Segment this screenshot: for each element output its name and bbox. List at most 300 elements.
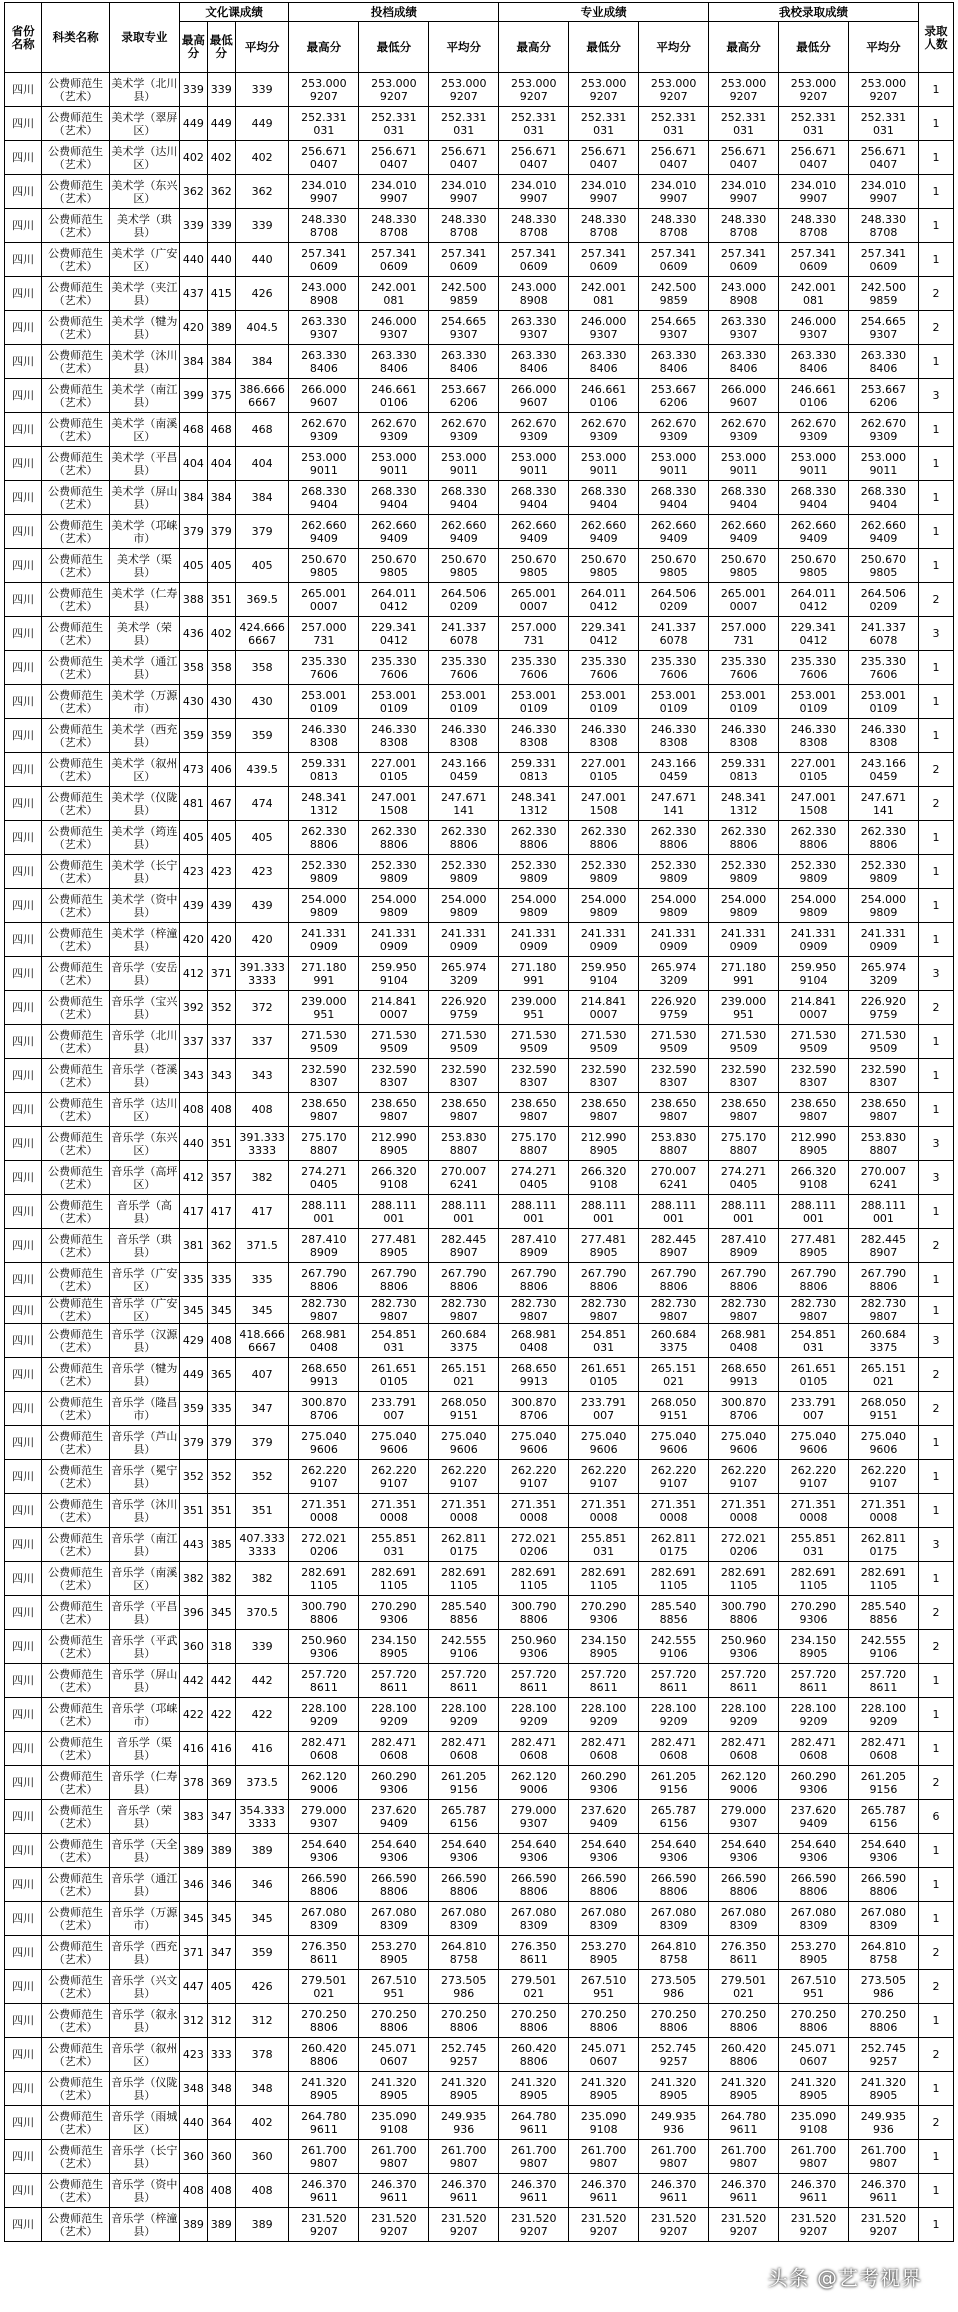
cell-major: 音乐学（梓潼县）	[109, 2208, 179, 2242]
cell-filing-min: 231.520 9207	[359, 2208, 429, 2242]
cell-professional-min: 255.851 031	[569, 1528, 639, 1562]
header-professional-avg: 平均分	[639, 22, 709, 73]
cell-major: 美术学（广安区）	[109, 243, 179, 277]
cell-province: 四川	[5, 1664, 42, 1698]
cell-admitted-count: 1	[918, 1902, 953, 1936]
cell-admission-avg: 228.100 9209	[848, 1698, 918, 1732]
cell-category: 公费师范生（艺术）	[42, 1460, 110, 1494]
cell-filing-min: 268.330 9404	[359, 481, 429, 515]
cell-admission-max: 300.790 8806	[709, 1596, 779, 1630]
cell-culture-avg: 386.666 6667	[235, 379, 289, 413]
cell-culture-max: 437	[179, 277, 207, 311]
cell-province: 四川	[5, 1936, 42, 1970]
cell-filing-avg: 242.555 9106	[429, 1630, 499, 1664]
cell-filing-avg: 264.810 8758	[429, 1936, 499, 1970]
cell-admission-avg: 252.331 031	[848, 107, 918, 141]
cell-culture-avg: 442	[235, 1664, 289, 1698]
cell-professional-min: 288.111 001	[569, 1195, 639, 1229]
table-row	[5, 1766, 954, 1800]
cell-province: 四川	[5, 311, 42, 345]
cell-category: 公费师范生（艺术）	[42, 1528, 110, 1562]
cell-culture-avg: 420	[235, 923, 289, 957]
cell-professional-max: 253.001 0109	[499, 685, 569, 719]
cell-professional-avg: 268.330 9404	[639, 481, 709, 515]
cell-culture-avg: 407	[235, 1358, 289, 1392]
cell-culture-avg: 345	[235, 1902, 289, 1936]
cell-admission-avg: 264.810 8758	[848, 1936, 918, 1970]
cell-filing-max: 271.530 9509	[289, 1025, 359, 1059]
cell-professional-avg: 282.730 9807	[639, 1297, 709, 1324]
cell-culture-min: 382	[207, 1562, 235, 1596]
header-professional-max: 最高分	[499, 22, 569, 73]
cell-admission-max: 248.330 8708	[709, 209, 779, 243]
cell-admitted-count: 2	[918, 1358, 953, 1392]
cell-filing-avg: 248.330 8708	[429, 209, 499, 243]
table-row	[5, 2174, 954, 2208]
cell-culture-max: 359	[179, 1392, 207, 1426]
cell-professional-avg: 235.330 7606	[639, 651, 709, 685]
cell-admission-max: 275.170 8807	[709, 1127, 779, 1161]
cell-professional-max: 253.000 9207	[499, 73, 569, 107]
cell-admitted-count: 2	[918, 2106, 953, 2140]
cell-culture-max: 388	[179, 583, 207, 617]
cell-category: 公费师范生（艺术）	[42, 1698, 110, 1732]
cell-category: 公费师范生（艺术）	[42, 1324, 110, 1358]
cell-culture-avg: 369.5	[235, 583, 289, 617]
cell-filing-min: 267.510 951	[359, 1970, 429, 2004]
cell-admitted-count: 1	[918, 2174, 953, 2208]
cell-professional-max: 275.170 8807	[499, 1127, 569, 1161]
cell-professional-max: 228.100 9209	[499, 1698, 569, 1732]
cell-admission-min: 242.001 081	[779, 277, 849, 311]
cell-major: 音乐学（平武县）	[109, 1630, 179, 1664]
cell-major: 音乐学（安岳县）	[109, 957, 179, 991]
cell-professional-min: 275.040 9606	[569, 1426, 639, 1460]
cell-professional-min: 246.000 9307	[569, 311, 639, 345]
cell-admitted-count: 1	[918, 1093, 953, 1127]
cell-province: 四川	[5, 1161, 42, 1195]
cell-major: 音乐学（通江县）	[109, 1868, 179, 1902]
cell-filing-avg: 260.684 3375	[429, 1324, 499, 1358]
table-row	[5, 1596, 954, 1630]
cell-admission-avg: 242.500 9859	[848, 277, 918, 311]
cell-filing-avg: 282.691 1105	[429, 1562, 499, 1596]
cell-filing-min: 246.661 0106	[359, 379, 429, 413]
cell-admission-max: 275.040 9606	[709, 1426, 779, 1460]
cell-admission-min: 268.330 9404	[779, 481, 849, 515]
cell-category: 公费师范生（艺术）	[42, 617, 110, 651]
cell-professional-min: 253.270 8905	[569, 1936, 639, 1970]
cell-admitted-count: 2	[918, 2038, 953, 2072]
cell-filing-max: 266.590 8806	[289, 1868, 359, 1902]
table-row	[5, 73, 954, 107]
cell-culture-max: 378	[179, 1766, 207, 1800]
cell-province: 四川	[5, 1195, 42, 1229]
cell-culture-max: 371	[179, 1936, 207, 1970]
cell-category: 公费师范生（艺术）	[42, 175, 110, 209]
cell-filing-min: 271.530 9509	[359, 1025, 429, 1059]
cell-admission-min: 253.270 8905	[779, 1936, 849, 1970]
cell-culture-max: 360	[179, 1630, 207, 1664]
cell-filing-min: 214.841 0007	[359, 991, 429, 1025]
table-row	[5, 991, 954, 1025]
cell-filing-max: 262.660 9409	[289, 515, 359, 549]
cell-admission-max: 232.590 8307	[709, 1059, 779, 1093]
cell-admission-min: 257.720 8611	[779, 1664, 849, 1698]
cell-admitted-count: 1	[918, 821, 953, 855]
cell-culture-avg: 339	[235, 209, 289, 243]
cell-culture-min: 347	[207, 1800, 235, 1834]
cell-culture-min: 352	[207, 991, 235, 1025]
cell-major: 音乐学（宝兴县）	[109, 991, 179, 1025]
cell-province: 四川	[5, 2174, 42, 2208]
cell-professional-avg: 241.337 6078	[639, 617, 709, 651]
header-culture-avg: 平均分	[235, 22, 289, 73]
cell-culture-avg: 391.333 3333	[235, 1127, 289, 1161]
cell-admitted-count: 1	[918, 685, 953, 719]
cell-admission-min: 255.851 031	[779, 1528, 849, 1562]
cell-major: 美术学（东兴区）	[109, 175, 179, 209]
cell-admission-min: 232.590 8307	[779, 1059, 849, 1093]
cell-professional-max: 262.330 8806	[499, 821, 569, 855]
table-row	[5, 2140, 954, 2174]
cell-culture-min: 384	[207, 345, 235, 379]
cell-filing-min: 254.851 031	[359, 1324, 429, 1358]
cell-professional-avg: 243.166 0459	[639, 753, 709, 787]
cell-admission-min: 246.000 9307	[779, 311, 849, 345]
cell-admission-max: 256.671 0407	[709, 141, 779, 175]
cell-category: 公费师范生（艺术）	[42, 1766, 110, 1800]
cell-admission-avg: 264.506 0209	[848, 583, 918, 617]
cell-professional-max: 282.691 1105	[499, 1562, 569, 1596]
cell-filing-max: 252.330 9809	[289, 855, 359, 889]
cell-filing-max: 282.471 0608	[289, 1732, 359, 1766]
cell-professional-avg: 266.590 8806	[639, 1868, 709, 1902]
header-professional-scores: 专业成绩	[499, 3, 709, 22]
cell-admission-max: 300.870 8706	[709, 1392, 779, 1426]
cell-major: 音乐学（万源市）	[109, 1902, 179, 1936]
table-row	[5, 787, 954, 821]
table-row	[5, 1902, 954, 1936]
table-row	[5, 1834, 954, 1868]
cell-major: 音乐学（汉源县）	[109, 1324, 179, 1358]
cell-culture-min: 351	[207, 1127, 235, 1161]
cell-culture-avg: 404.5	[235, 311, 289, 345]
cell-admitted-count: 2	[918, 1229, 953, 1263]
cell-professional-max: 246.330 8308	[499, 719, 569, 753]
cell-culture-max: 399	[179, 379, 207, 413]
cell-major: 音乐学（广安区）	[109, 1263, 179, 1297]
cell-culture-max: 345	[179, 1297, 207, 1324]
cell-filing-avg: 256.671 0407	[429, 141, 499, 175]
cell-culture-min: 405	[207, 549, 235, 583]
cell-admission-max: 271.530 9509	[709, 1025, 779, 1059]
cell-filing-min: 262.670 9309	[359, 413, 429, 447]
cell-admission-max: 252.331 031	[709, 107, 779, 141]
header-culture-scores: 文化课成绩	[179, 3, 289, 22]
cell-admission-avg: 282.471 0608	[848, 1732, 918, 1766]
cell-admission-min: 262.670 9309	[779, 413, 849, 447]
cell-culture-max: 337	[179, 1025, 207, 1059]
cell-admission-avg: 247.671 141	[848, 787, 918, 821]
cell-professional-max: 260.420 8806	[499, 2038, 569, 2072]
cell-filing-avg: 249.935 936	[429, 2106, 499, 2140]
cell-major: 音乐学（苍溪县）	[109, 1059, 179, 1093]
cell-admission-min: 253.000 9011	[779, 447, 849, 481]
cell-admission-max: 257.000 731	[709, 617, 779, 651]
cell-professional-min: 260.290 9306	[569, 1766, 639, 1800]
cell-culture-avg: 362	[235, 175, 289, 209]
cell-admission-min: 233.791 007	[779, 1392, 849, 1426]
cell-major: 美术学（犍为县）	[109, 311, 179, 345]
cell-admission-max: 246.370 9611	[709, 2174, 779, 2208]
cell-category: 公费师范生（艺术）	[42, 141, 110, 175]
header-professional-min: 最低分	[569, 22, 639, 73]
cell-admission-avg: 254.000 9809	[848, 889, 918, 923]
cell-culture-min: 440	[207, 243, 235, 277]
cell-admission-min: 241.331 0909	[779, 923, 849, 957]
cell-culture-max: 420	[179, 311, 207, 345]
cell-filing-max: 282.691 1105	[289, 1562, 359, 1596]
cell-admission-max: 263.330 8406	[709, 345, 779, 379]
cell-professional-min: 267.510 951	[569, 1970, 639, 2004]
cell-admission-max: 241.320 8905	[709, 2072, 779, 2106]
cell-admission-min: 245.071 0607	[779, 2038, 849, 2072]
cell-province: 四川	[5, 685, 42, 719]
cell-culture-min: 408	[207, 1093, 235, 1127]
watermark: 头条 @艺考视界	[767, 2266, 922, 2290]
cell-professional-min: 212.990 8905	[569, 1127, 639, 1161]
cell-admitted-count: 1	[918, 1664, 953, 1698]
cell-filing-avg: 254.665 9307	[429, 311, 499, 345]
cell-admission-avg: 267.080 8309	[848, 1902, 918, 1936]
cell-professional-avg: 242.555 9106	[639, 1630, 709, 1664]
cell-category: 公费师范生（艺术）	[42, 2208, 110, 2242]
table-row	[5, 1161, 954, 1195]
cell-filing-avg: 268.330 9404	[429, 481, 499, 515]
header-major: 录取专业	[109, 3, 179, 73]
cell-admission-max: 252.330 9809	[709, 855, 779, 889]
cell-filing-min: 282.471 0608	[359, 1732, 429, 1766]
cell-category: 公费师范生（艺术）	[42, 2072, 110, 2106]
cell-professional-min: 241.331 0909	[569, 923, 639, 957]
cell-admission-max: 246.330 8308	[709, 719, 779, 753]
table-row	[5, 1324, 954, 1358]
cell-filing-avg: 268.050 9151	[429, 1392, 499, 1426]
cell-culture-avg: 440	[235, 243, 289, 277]
cell-culture-min: 406	[207, 753, 235, 787]
cell-culture-avg: 373.5	[235, 1766, 289, 1800]
cell-culture-avg: 405	[235, 821, 289, 855]
cell-professional-avg: 262.330 8806	[639, 821, 709, 855]
cell-province: 四川	[5, 1732, 42, 1766]
cell-filing-min: 266.590 8806	[359, 1868, 429, 1902]
cell-professional-max: 250.670 9805	[499, 549, 569, 583]
cell-professional-max: 268.650 9913	[499, 1358, 569, 1392]
cell-professional-max: 266.590 8806	[499, 1868, 569, 1902]
cell-culture-max: 412	[179, 1161, 207, 1195]
cell-admission-min: 246.370 9611	[779, 2174, 849, 2208]
cell-admission-max: 267.790 8806	[709, 1263, 779, 1297]
cell-filing-avg: 275.040 9606	[429, 1426, 499, 1460]
cell-admitted-count: 1	[918, 1025, 953, 1059]
cell-major: 美术学（梓潼县）	[109, 923, 179, 957]
cell-filing-avg: 264.506 0209	[429, 583, 499, 617]
table-row	[5, 1297, 954, 1324]
cell-admission-avg: 261.205 9156	[848, 1766, 918, 1800]
cell-admitted-count: 1	[918, 651, 953, 685]
cell-culture-max: 440	[179, 243, 207, 277]
table-row	[5, 1263, 954, 1297]
cell-admitted-count: 1	[918, 549, 953, 583]
cell-professional-max: 288.111 001	[499, 1195, 569, 1229]
cell-province: 四川	[5, 1263, 42, 1297]
cell-filing-min: 250.670 9805	[359, 549, 429, 583]
cell-filing-min: 235.090 9108	[359, 2106, 429, 2140]
cell-admission-avg: 253.001 0109	[848, 685, 918, 719]
cell-admission-min: 261.700 9807	[779, 2140, 849, 2174]
cell-culture-max: 348	[179, 2072, 207, 2106]
cell-admission-max: 279.501 021	[709, 1970, 779, 2004]
cell-admission-min: 231.520 9207	[779, 2208, 849, 2242]
cell-major: 美术学（南溪区）	[109, 413, 179, 447]
cell-filing-avg: 241.337 6078	[429, 617, 499, 651]
cell-professional-min: 263.330 8406	[569, 345, 639, 379]
cell-filing-min: 229.341 0412	[359, 617, 429, 651]
cell-admission-max: 279.000 9307	[709, 1800, 779, 1834]
cell-filing-avg: 254.640 9306	[429, 1834, 499, 1868]
cell-category: 公费师范生（艺术）	[42, 889, 110, 923]
cell-admitted-count: 3	[918, 1127, 953, 1161]
cell-filing-min: 253.000 9011	[359, 447, 429, 481]
cell-culture-max: 379	[179, 515, 207, 549]
cell-admission-avg: 282.730 9807	[848, 1297, 918, 1324]
cell-filing-max: 271.180 991	[289, 957, 359, 991]
cell-filing-avg: 241.331 0909	[429, 923, 499, 957]
cell-filing-max: 268.981 0408	[289, 1324, 359, 1358]
cell-professional-avg: 248.330 8708	[639, 209, 709, 243]
cell-major: 美术学（仪陇县）	[109, 787, 179, 821]
cell-culture-max: 404	[179, 447, 207, 481]
cell-culture-avg: 417	[235, 1195, 289, 1229]
cell-major: 音乐学（邛崃市）	[109, 1698, 179, 1732]
cell-admission-min: 228.100 9209	[779, 1698, 849, 1732]
cell-admitted-count: 2	[918, 1392, 953, 1426]
header-admission-scores: 我校录取成绩	[709, 3, 919, 22]
cell-province: 四川	[5, 1494, 42, 1528]
cell-filing-max: 256.671 0407	[289, 141, 359, 175]
cell-filing-avg: 262.330 8806	[429, 821, 499, 855]
cell-admitted-count: 1	[918, 1195, 953, 1229]
cell-filing-min: 260.290 9306	[359, 1766, 429, 1800]
cell-culture-min: 318	[207, 1630, 235, 1664]
cell-culture-min: 335	[207, 1392, 235, 1426]
cell-category: 公费师范生（艺术）	[42, 1596, 110, 1630]
cell-admission-avg: 241.331 0909	[848, 923, 918, 957]
cell-admission-min: 267.790 8806	[779, 1263, 849, 1297]
table-row	[5, 1698, 954, 1732]
cell-professional-min: 227.001 0105	[569, 753, 639, 787]
cell-professional-min: 257.341 0609	[569, 243, 639, 277]
cell-professional-avg: 271.530 9509	[639, 1025, 709, 1059]
cell-province: 四川	[5, 413, 42, 447]
cell-admission-avg: 235.330 7606	[848, 651, 918, 685]
cell-province: 四川	[5, 447, 42, 481]
cell-professional-min: 262.330 8806	[569, 821, 639, 855]
cell-culture-avg: 337	[235, 1025, 289, 1059]
cell-province: 四川	[5, 1426, 42, 1460]
cell-admitted-count: 2	[918, 991, 953, 1025]
cell-professional-max: 300.870 8706	[499, 1392, 569, 1426]
cell-filing-max: 272.021 0206	[289, 1528, 359, 1562]
cell-professional-avg: 261.205 9156	[639, 1766, 709, 1800]
cell-culture-max: 396	[179, 1596, 207, 1630]
cell-admission-min: 257.341 0609	[779, 243, 849, 277]
table-row	[5, 413, 954, 447]
cell-culture-avg: 426	[235, 1970, 289, 2004]
cell-province: 四川	[5, 2140, 42, 2174]
cell-culture-avg: 402	[235, 2106, 289, 2140]
cell-culture-min: 333	[207, 2038, 235, 2072]
cell-culture-max: 402	[179, 141, 207, 175]
table-row	[5, 1970, 954, 2004]
cell-admitted-count: 2	[918, 583, 953, 617]
cell-professional-avg: 271.351 0008	[639, 1494, 709, 1528]
cell-culture-min: 379	[207, 515, 235, 549]
cell-admission-max: 266.000 9607	[709, 379, 779, 413]
cell-professional-avg: 261.700 9807	[639, 2140, 709, 2174]
cell-culture-max: 362	[179, 175, 207, 209]
cell-category: 公费师范生（艺术）	[42, 1426, 110, 1460]
cell-professional-min: 268.330 9404	[569, 481, 639, 515]
cell-filing-avg: 252.331 031	[429, 107, 499, 141]
cell-professional-min: 262.670 9309	[569, 413, 639, 447]
cell-category: 公费师范生（艺术）	[42, 515, 110, 549]
cell-admission-max: 262.120 9006	[709, 1766, 779, 1800]
cell-culture-max: 468	[179, 413, 207, 447]
cell-filing-max: 257.720 8611	[289, 1664, 359, 1698]
cell-culture-max: 384	[179, 481, 207, 515]
cell-admission-avg: 265.974 3209	[848, 957, 918, 991]
cell-admission-avg: 246.330 8308	[848, 719, 918, 753]
cell-professional-avg: 264.506 0209	[639, 583, 709, 617]
cell-category: 公费师范生（艺术）	[42, 685, 110, 719]
cell-culture-min: 375	[207, 379, 235, 413]
cell-culture-avg: 359	[235, 719, 289, 753]
cell-admission-avg: 282.445 8907	[848, 1229, 918, 1263]
cell-admitted-count: 1	[918, 1426, 953, 1460]
cell-professional-max: 248.341 1312	[499, 787, 569, 821]
cell-culture-avg: 382	[235, 1562, 289, 1596]
cell-culture-avg: 345	[235, 1297, 289, 1324]
cell-admission-min: 256.671 0407	[779, 141, 849, 175]
cell-culture-avg: 422	[235, 1698, 289, 1732]
cell-filing-min: 227.001 0105	[359, 753, 429, 787]
cell-professional-min: 271.351 0008	[569, 1494, 639, 1528]
cell-filing-min: 246.000 9307	[359, 311, 429, 345]
cell-major: 音乐学（犍为县）	[109, 1358, 179, 1392]
cell-admitted-count: 1	[918, 1263, 953, 1297]
cell-filing-avg: 246.330 8308	[429, 719, 499, 753]
cell-filing-max: 261.700 9807	[289, 2140, 359, 2174]
cell-admission-avg: 268.050 9151	[848, 1392, 918, 1426]
cell-filing-max: 262.670 9309	[289, 413, 359, 447]
cell-professional-avg: 262.660 9409	[639, 515, 709, 549]
cell-province: 四川	[5, 2004, 42, 2038]
cell-filing-avg: 262.811 0175	[429, 1528, 499, 1562]
cell-admission-max: 262.660 9409	[709, 515, 779, 549]
cell-filing-min: 255.851 031	[359, 1528, 429, 1562]
